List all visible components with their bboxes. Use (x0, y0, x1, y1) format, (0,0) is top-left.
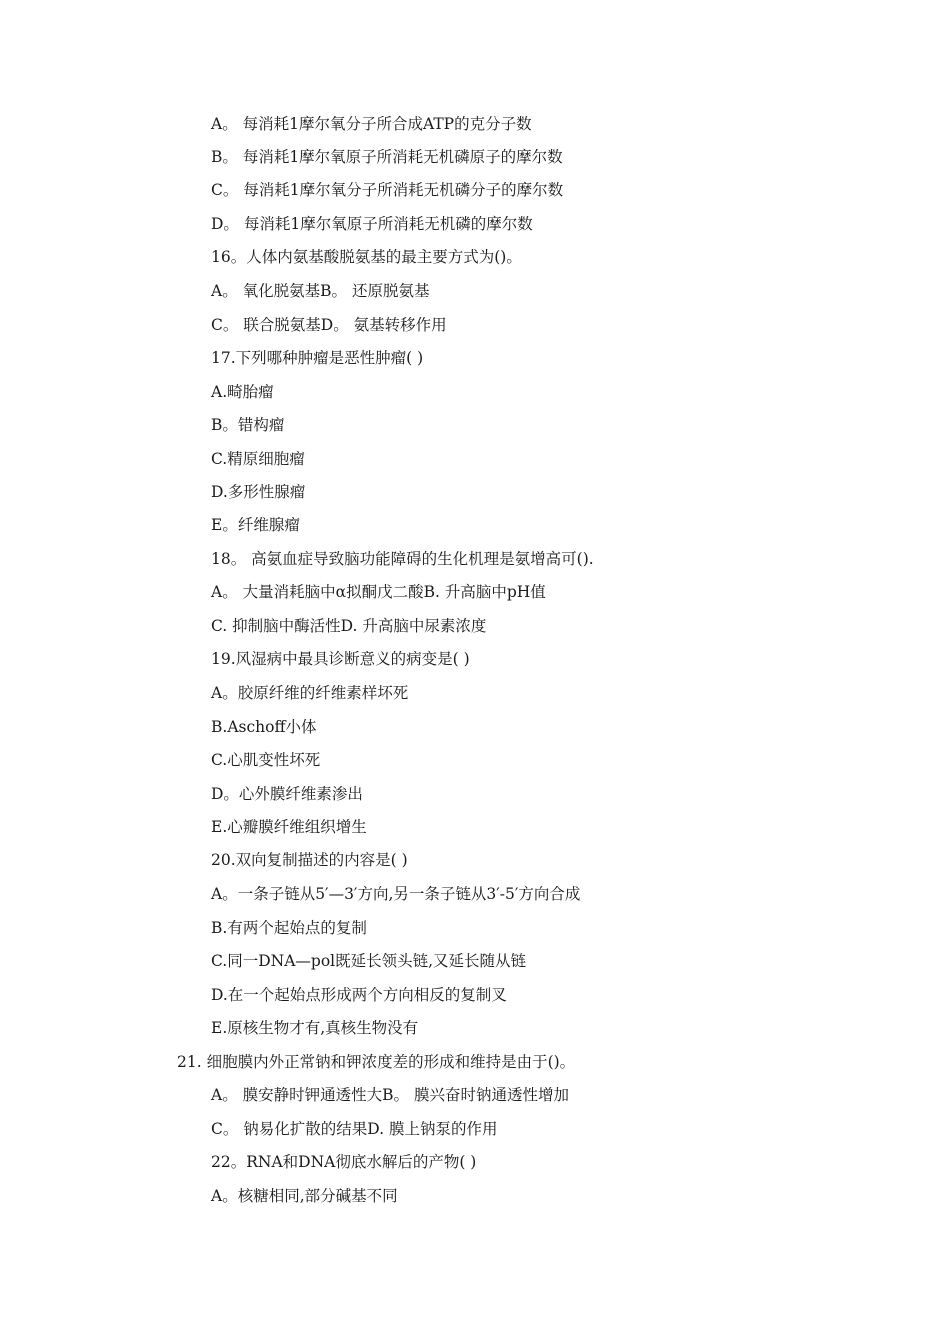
text-line: A。胶原纤维的纤维素样坏死 (211, 684, 409, 702)
text-line: B.有两个起始点的复制 (211, 919, 367, 937)
text-line: A。 每消耗1摩尔氧分子所合成ATP的克分子数 (211, 115, 532, 133)
text-line: E.原核生物才有,真核生物没有 (211, 1019, 419, 1037)
text-line: C.心肌变性坏死 (211, 751, 321, 769)
question-line: 21. 细胞膜内外正常钠和钾浓度差的形成和维持是由于()。 (177, 1053, 576, 1071)
text-line: C.精原细胞瘤 (211, 450, 305, 468)
text-line: C。 钠易化扩散的结果D. 膜上钠泵的作用 (211, 1120, 498, 1138)
text-line: B.Aschoff小体 (211, 718, 317, 736)
text-line: D.在一个起始点形成两个方向相反的复制叉 (211, 986, 507, 1004)
text-line: D。心外膜纤维素渗出 (211, 785, 363, 803)
question-line: 17.下列哪种肿瘤是恶性肿瘤( ) (211, 349, 424, 367)
text-line: D。 每消耗1摩尔氧原子所消耗无机磷的摩尔数 (211, 215, 533, 233)
text-line: A。 氧化脱氨基B。 还原脱氨基 (211, 282, 430, 300)
text-line: A。核糖相同,部分碱基不同 (211, 1187, 398, 1205)
text-line: C. 抑制脑中酶活性D. 升高脑中尿素浓度 (211, 617, 487, 635)
text-line: D.多形性腺瘤 (211, 483, 306, 501)
text-line: C。 每消耗1摩尔氧分子所消耗无机磷分子的摩尔数 (211, 181, 564, 199)
text-line: A。一条子链从5′—3′方向,另一条子链从3′-5′方向合成 (211, 885, 581, 903)
text-line: B。错构瘤 (211, 416, 285, 434)
text-line: C.同一DNA—pol既延长领头链,又延长随从链 (211, 952, 527, 970)
text-line: E。纤维腺瘤 (211, 516, 300, 534)
text-line: A。 膜安静时钾通透性大B。 膜兴奋时钠通透性增加 (211, 1086, 569, 1104)
question-line: 19.风湿病中最具诊断意义的病变是( ) (211, 650, 470, 668)
text-line: A.畸胎瘤 (211, 383, 274, 401)
text-line: B。 每消耗1摩尔氧原子所消耗无机磷原子的摩尔数 (211, 148, 563, 166)
text-line: E.心瓣膜纤维组织增生 (211, 818, 367, 836)
question-line: 18。 高氨血症导致脑功能障碍的生化机理是氨增高可(). (211, 550, 594, 568)
question-line: 20.双向复制描述的内容是( ) (211, 851, 408, 869)
question-line: 16。人体内氨基酸脱氨基的最主要方式为()。 (211, 248, 522, 266)
question-line: 22。RNA和DNA彻底水解后的产物( ) (211, 1153, 477, 1171)
text-line: A。 大量消耗脑中α拟酮戊二酸B. 升高脑中pH值 (211, 583, 546, 601)
text-line: C。 联合脱氨基D。 氨基转移作用 (211, 316, 447, 334)
